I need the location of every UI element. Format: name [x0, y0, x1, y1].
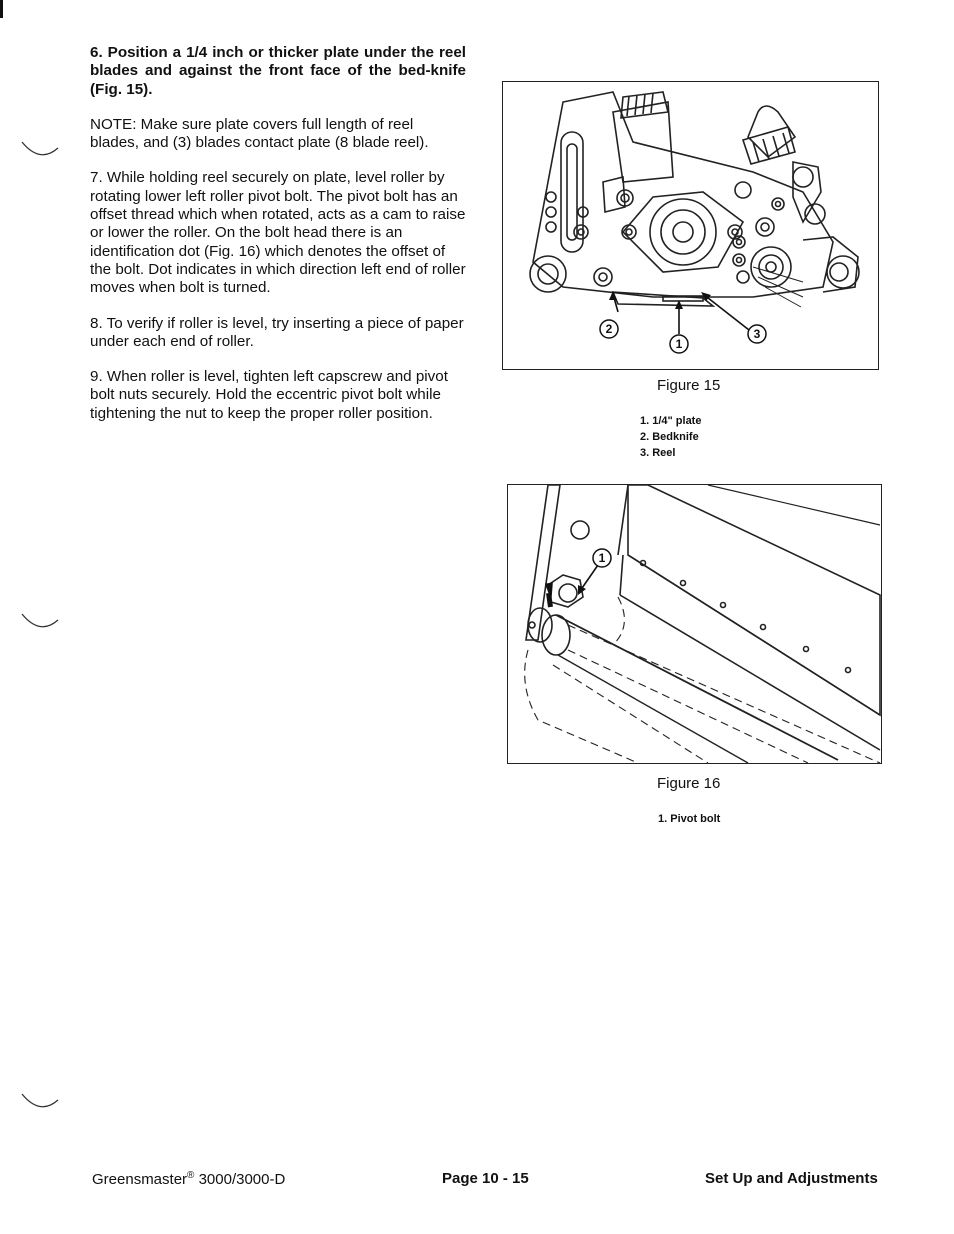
figure-15-callout-1-label: 1 — [675, 337, 683, 351]
footer-product-name: Greensmaster® 3000/3000-D — [92, 1170, 286, 1188]
figure-16-callout-1-label: 1 — [598, 551, 606, 565]
binder-hole-mark-top — [20, 140, 60, 160]
figure-16-illustration — [507, 484, 882, 764]
step-7-text: 7. While holding reel securely on plate, level roller by rotating lower left roller pivot bolt. The pivot bolt has an offset thread which when rotated, acts as a cam to raise or lower the roller. On the bolt head there is an identification dot (Fig. 16) which denotes the offset of the bolt. Dot indicates in which direction left end of roller moves when bolt is turned. — [90, 169, 466, 297]
figure-15-legend-item: 1. 1/4" plate — [640, 415, 702, 427]
binder-hole-mark-middle — [20, 612, 60, 632]
figure-15-legend-item: 3. Reel — [640, 447, 676, 459]
footer-section-title: Set Up and Adjustments — [705, 1170, 878, 1187]
figure-15-callout-3-label: 3 — [753, 327, 761, 341]
figure-16-legend-item: 1. Pivot bolt — [658, 813, 721, 825]
page-edge-mark — [0, 0, 3, 18]
figure-16-caption: Figure 16 — [657, 775, 721, 792]
step-6-text: 6. Position a 1/4 inch or thicker plate under the reel blades and against the front face of the bed-knife (Fig. 15). — [90, 44, 466, 98]
figure-15-legend-item: 2. Bedknife — [640, 431, 699, 443]
figure-15-legend — [640, 413, 701, 461]
reel-bedknife-drawing — [503, 82, 878, 369]
step-8-text: 8. To verify if roller is level, try inserting a piece of paper under each end of roller. — [90, 314, 464, 350]
pivot-bolt-drawing — [508, 485, 881, 763]
footer-page-number: Page 10 - 15 — [442, 1170, 529, 1187]
figure-15-caption: Figure 15 — [657, 377, 721, 394]
figure-15-callout-2-label: 2 — [605, 322, 613, 336]
figure-15-illustration — [502, 81, 879, 370]
step-9-text: 9. When roller is level, tighten left capscrew and pivot bolt nuts securely. Hold the eccentric pivot bolt while tightening the nut to keep the proper roller position. — [90, 368, 448, 422]
figure-16-legend — [658, 811, 720, 827]
binder-hole-mark-bottom — [20, 1092, 60, 1112]
note-text: NOTE: Make sure plate covers full length of reel blades, and (3) blades contact plate (8 blade reel). — [90, 115, 429, 152]
instructions-column — [90, 44, 466, 440]
